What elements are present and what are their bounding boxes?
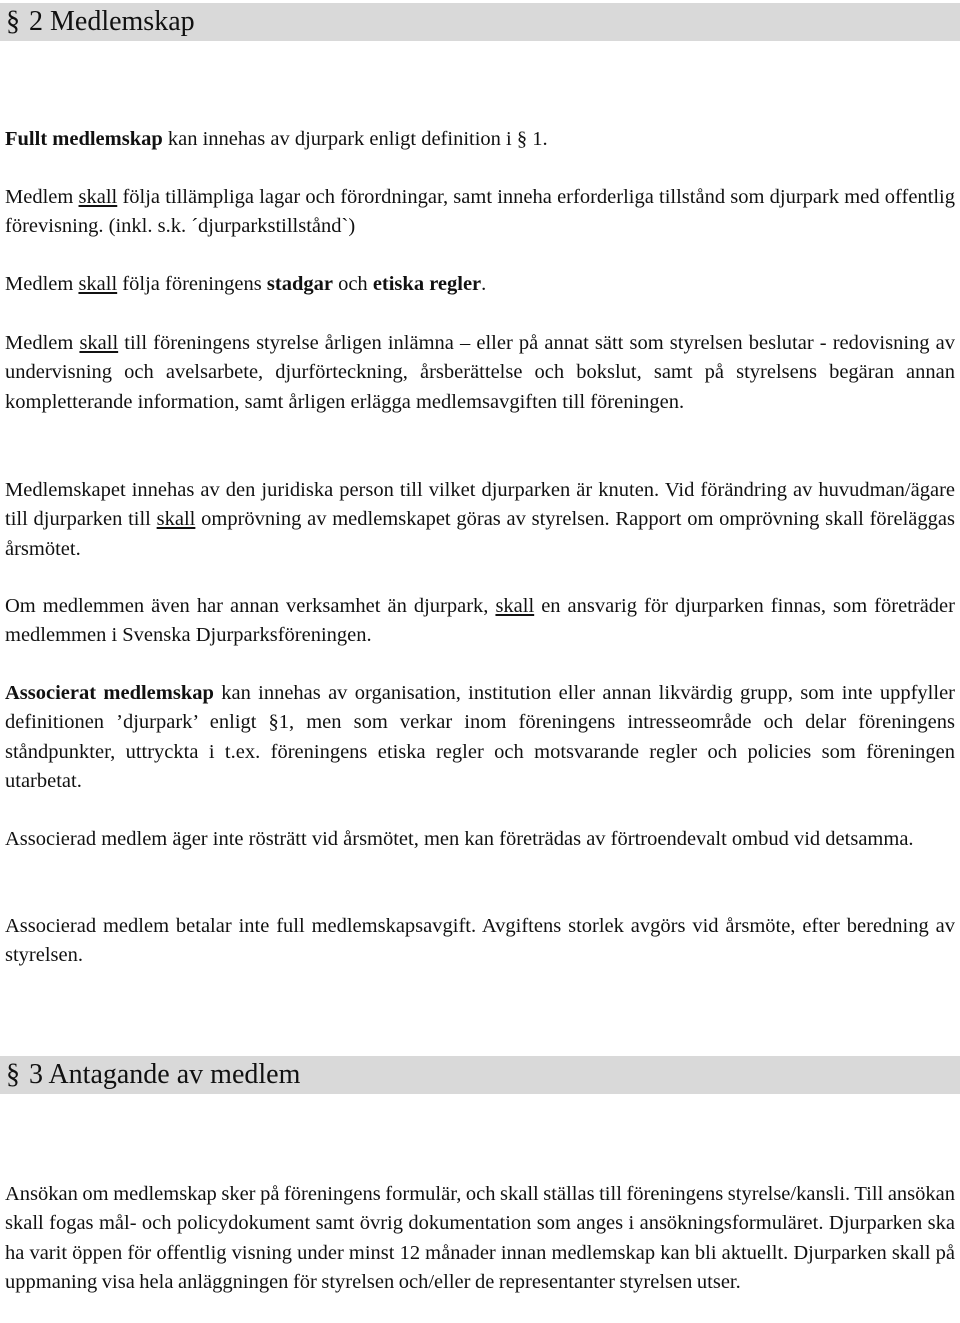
section-3-title: 3 Antagande av medlem (29, 1059, 301, 1090)
paragraph-associate-membership: Associerat medlemskap kan innehas av organisation, institution eller annan likvärdig grupp, som inte uppfyller definitionen ’djurpark’ enligt §1, men som verkar inom föreningens intresseområde och delar föreningens ståndpunkter, uttryckta i t.ex. föreningens etiska regler och motsvarande regler och policies som föreningen utarbetat. (5, 682, 955, 792)
section-3-heading (0, 1056, 960, 1094)
paragraph-voting-rights: Associerad medlem äger inte rösträtt vid årsmötet, men kan företrädas av förtroendevalt ombud vid detsamma. (5, 828, 914, 850)
paragraph-annual-report: Medlem skall till föreningens styrelse årligen inlämna – eller på annat sätt som styrelsen beslutar - redovisning av undervisning och avelsarbete, djurförteckning, årsberättelse och bokslut, samt på styrelsens begäran annan kompletterande information, samt årligen erlägga medlemsavgiften till föreningen. (5, 332, 955, 413)
section-symbol: § (6, 1059, 20, 1090)
paragraph-legal-person: Medlemskapet innehas av den juridiska person till vilket djurparken är knuten. Vid förändring av huvudman/ägare till djurparken till skall omprövning av medlemskapet göras av styrelsen. Rapport om omprövning skall föreläggas årsmötet. (5, 479, 955, 560)
paragraph-other-business: Om medlemmen även har annan verksamhet än djurpark, skall en ansvarig för djurparken finnas, som företräder medlemmen i Svenska Djurparksföreningen. (5, 595, 955, 647)
paragraph-laws: Medlem skall följa tillämpliga lagar och förordningar, samt inneha erforderliga tillstånd som djurpark med offentlig förevisning. (inkl. s.k. ´djurparkstillstånd`) (5, 186, 955, 238)
paragraph-full-membership: Fullt medlemskap kan innehas av djurpark enligt definition i § 1. (5, 128, 548, 150)
paragraph-application: Ansökan om medlemskap sker på föreningens formulär, och skall ställas till föreningens styrelse/kansli. Till ansökan skall fogas mål- och policydokument samt övrig dokumentation som anges i ansökningsformuläret. Djurparken ska ha varit öppen för offentlig visning under minst 12 månader innan medlemskap kan bli aktuellt. Djurparken skall på uppmaning visa hela anläggningen för styrelsen och/eller de representanter styrelsen utser. (5, 1183, 955, 1293)
section-2-heading (0, 3, 960, 41)
paragraph-statutes: Medlem skall följa föreningens stadgar och etiska regler. (5, 273, 487, 295)
section-2-title: 2 Medlemskap (29, 6, 195, 37)
section-symbol: § (6, 6, 20, 37)
paragraph-membership-fee: Associerad medlem betalar inte full medlemskapsavgift. Avgiftens storlek avgörs vid årsmöte, efter beredning av styrelsen. (5, 915, 955, 967)
